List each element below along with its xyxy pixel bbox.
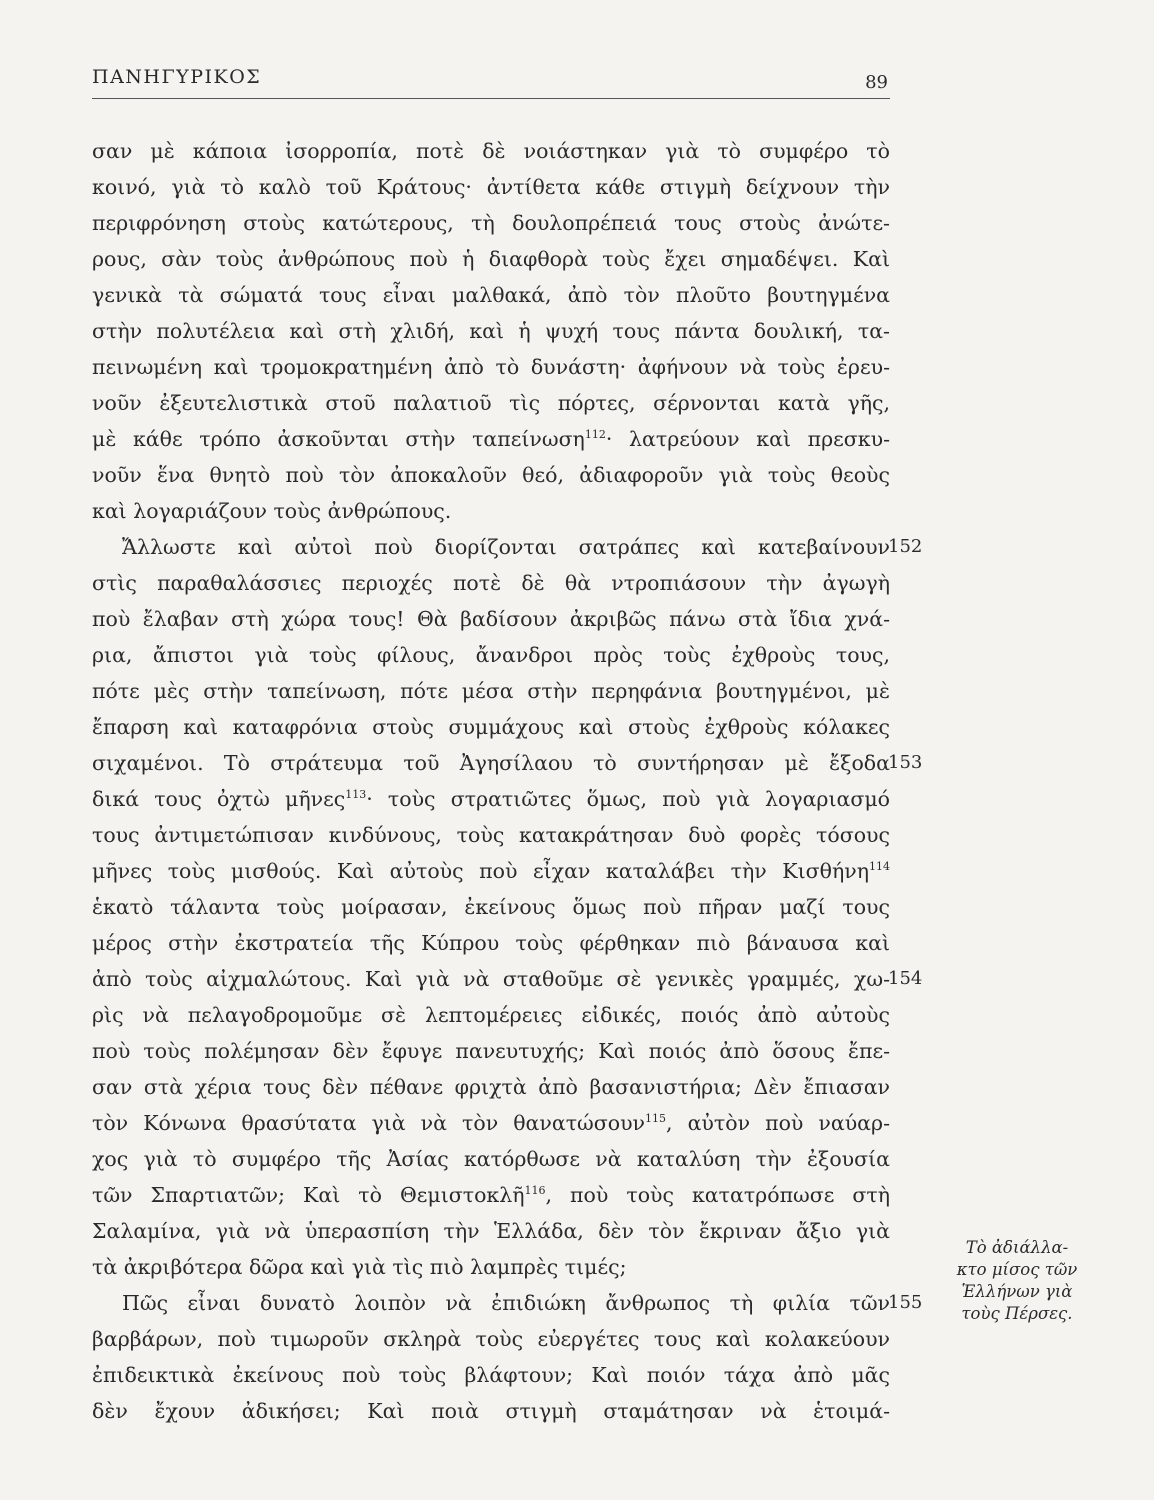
line-text: στὴν πολυτέλεια καὶ στὴ χλιδή, καὶ ἡ ψυχή τους πάντα δουλική, τα- xyxy=(92,319,890,343)
line-text: πεινωμένη καὶ τρομοκρατημένη ἀπὸ τὸ δυνάστη· ἀφήνουν νὰ τοὺς ἐρευ- xyxy=(92,355,890,379)
text-line xyxy=(92,1105,890,1141)
line-text: μῆνες τοὺς μισθούς. Καὶ αὐτοὺς ποὺ εἶχαν καταλάβει τὴν Κισθήνη xyxy=(92,859,869,883)
footnote-ref: 114 xyxy=(869,860,890,874)
text-line xyxy=(92,1285,890,1321)
text-line xyxy=(92,421,890,457)
text-line xyxy=(92,1321,890,1357)
line-text: μὲ κάθε τρόπο ἀσκοῦνται στὴν ταπείνωση xyxy=(92,427,585,451)
line-text: κοινό, γιὰ τὸ καλὸ τοῦ Κράτους· ἀντίθετα κάθε στιγμὴ δείχνουν τὴν xyxy=(92,175,890,199)
line-text: τῶν Σπαρτιατῶν; Καὶ τὸ Θεμιστοκλῆ xyxy=(92,1183,525,1207)
margin-note-line: Τὸ ἀδιάλλα- xyxy=(965,1238,1069,1257)
line-text: ποὺ ἔλαβαν στὴ χώρα τους! Θὰ βαδίσουν ἀκριβῶς πάνω στὰ ἴδια χνά- xyxy=(92,607,890,631)
text-line xyxy=(92,673,890,709)
page-number: 89 xyxy=(865,72,888,93)
page-header xyxy=(92,62,890,99)
line-text: δὲν ἔχουν ἀδικήσει; Καὶ ποιὰ στιγμὴ σταμάτησαν νὰ ἑτοιμά- xyxy=(92,1399,890,1423)
line-text-continuation: · λατρεύουν καὶ πρεσκυ- xyxy=(605,427,890,451)
section-number: 152 xyxy=(888,536,923,557)
text-line xyxy=(92,817,890,853)
text-line xyxy=(92,205,890,241)
line-text: ρους, σὰν τοὺς ἀνθρώπους ποὺ ἡ διαφθορὰ τοὺς ἔχει σημαδέψει. Καὶ xyxy=(92,247,890,271)
footnote-ref: 112 xyxy=(584,428,606,442)
text-line xyxy=(92,997,890,1033)
line-text: χος γιὰ τὸ συμφέρο τῆς Ἀσίας κατόρθωσε νὰ καταλύση τὴν ἐξουσία xyxy=(92,1147,890,1171)
text-line xyxy=(92,961,890,997)
line-text-continuation: , ποὺ τοὺς κατατρόπωσε στὴ xyxy=(545,1183,891,1207)
text-line xyxy=(92,745,890,781)
text-line xyxy=(92,1249,890,1285)
line-text: Σαλαμίνα, γιὰ νὰ ὑπερασπίση τὴν Ἑλλάδα, δὲν τὸν ἔκριναν ἄξιο γιὰ xyxy=(92,1219,890,1243)
line-text: βαρβάρων, ποὺ τιμωροῦν σκληρὰ τοὺς εὐεργέτες τους καὶ κολακεύουν xyxy=(92,1327,890,1351)
line-text: σαν μὲ κάποια ἰσορροπία, ποτὲ δὲ νοιάστηκαν γιὰ τὸ συμφέρο τὸ xyxy=(92,139,890,163)
line-text: τους ἀντιμετώπισαν κινδύνους, τοὺς κατακράτησαν δυὸ φορὲς τόσους xyxy=(92,823,890,847)
text-line xyxy=(92,385,890,421)
line-text: ποὺ τοὺς πολέμησαν δὲν ἔφυγε πανευτυχής; Καὶ ποιός ἀπὸ ὅσους ἔπε- xyxy=(92,1039,890,1063)
section-number: 153 xyxy=(888,752,923,773)
margin-note-line: Ἑλλήνων γιὰ xyxy=(961,1282,1073,1301)
text-line xyxy=(92,565,890,601)
line-text: νοῦν ἐξευτελιστικὰ στοῦ παλατιοῦ τὶς πόρτες, σέρνονται κατὰ γῆς, xyxy=(92,391,890,415)
line-text-continuation: , αὐτὸν ποὺ ναύαρ- xyxy=(666,1111,891,1135)
text-line xyxy=(92,169,890,205)
line-text: μέρος στὴν ἐκστρατεία τῆς Κύπρου τοὺς φέρθηκαν πιὸ βάναυσα καὶ xyxy=(92,931,890,955)
text-line xyxy=(92,889,890,925)
text-line xyxy=(92,601,890,637)
line-text: στὶς παραθαλάσσιες περιοχές ποτὲ δὲ θὰ ντροπιάσουν τὴν ἀγωγὴ xyxy=(92,571,890,595)
line-text: ρια, ἄπιστοι γιὰ τοὺς φίλους, ἄνανδροι πρὸς τοὺς ἐχθροὺς τους, xyxy=(92,643,890,667)
line-text: Πῶς εἶναι δυνατὸ λοιπὸν νὰ ἐπιδιώκη ἄνθρωπος τὴ φιλία τῶν xyxy=(122,1291,890,1315)
text-line xyxy=(92,1393,890,1429)
text-line xyxy=(92,133,890,169)
line-text: δικά τους ὀχτὼ μῆνες xyxy=(92,787,346,811)
text-line xyxy=(92,493,890,529)
text-line xyxy=(92,241,890,277)
text-line xyxy=(92,781,890,817)
text-line xyxy=(92,457,890,493)
text-line xyxy=(92,853,890,889)
section-number: 155 xyxy=(888,1292,923,1313)
line-text: ἐπιδεικτικὰ ἐκείνους ποὺ τοὺς βλάφτουν; Καὶ ποιόν τάχα ἀπὸ μᾶς xyxy=(92,1363,890,1387)
footnote-ref: 115 xyxy=(645,1112,667,1126)
line-text: νοῦν ἕνα θνητὸ ποὺ τὸν ἀποκαλοῦν θεό, ἀδιαφοροῦν γιὰ τοὺς θεοὺς xyxy=(92,463,890,487)
line-text: ἀπὸ τοὺς αἰχμαλώτους. Καὶ γιὰ νὰ σταθοῦμε σὲ γενικὲς γραμμές, χω- xyxy=(92,967,890,991)
margin-note xyxy=(942,1237,1092,1325)
line-text: ἔπαρση καὶ καταφρόνια στοὺς συμμάχους καὶ στοὺς ἐχθροὺς κόλακες xyxy=(92,715,890,739)
line-text: τὸν Κόνωνα θρασύτατα γιὰ νὰ τὸν θανατώσουν xyxy=(92,1111,646,1135)
text-line xyxy=(92,637,890,673)
line-text: ἑκατὸ τάλαντα τοὺς μοίρασαν, ἐκείνους ὅμως ποὺ πῆραν μαζί τους xyxy=(92,895,890,919)
text-line xyxy=(92,529,890,565)
text-line xyxy=(92,1141,890,1177)
text-line xyxy=(92,277,890,313)
line-text: σαν στὰ χέρια τους δὲν πέθανε φριχτὰ ἀπὸ βασανιστήρια; Δὲν ἔπιασαν xyxy=(92,1075,890,1099)
text-line xyxy=(92,313,890,349)
footnote-ref: 116 xyxy=(524,1184,546,1198)
line-text: τὰ ἀκριβότερα δῶρα καὶ γιὰ τὶς πιὸ λαμπρὲς τιμές; xyxy=(92,1255,627,1279)
line-text: γενικὰ τὰ σώματά τους εἶναι μαλθακά, ἀπὸ τὸν πλοῦτο βουτηγμένα xyxy=(92,283,890,307)
line-text: ρὶς νὰ πελαγοδρομοῦμε σὲ λεπτομέρειες εἰδικές, ποιός ἀπὸ αὐτοὺς xyxy=(92,1003,890,1027)
text-line xyxy=(92,925,890,961)
text-line xyxy=(92,709,890,745)
running-title: ΠΑΝΗΓΥΡΙΚΟΣ xyxy=(92,66,262,88)
line-text: πότε μὲς στὴν ταπείνωση, πότε μέσα στὴν περηφάνια βουτηγμένοι, μὲ xyxy=(92,679,890,703)
footnote-ref: 113 xyxy=(345,788,367,802)
line-text: περιφρόνηση στοὺς κατώτερους, τὴ δουλοπρέπειά τους στοὺς ἀνώτε- xyxy=(92,211,890,235)
line-text: καὶ λογαριάζουν τοὺς ἀνθρώπους. xyxy=(92,499,452,523)
margin-note-line: τοὺς Πέρσες. xyxy=(961,1304,1073,1323)
line-text: Ἄλλωστε καὶ αὐτοὶ ποὺ διορίζονται σατράπες καὶ κατεβαίνουν xyxy=(122,535,890,559)
text-line xyxy=(92,349,890,385)
text-line xyxy=(92,1357,890,1393)
text-line xyxy=(92,1213,890,1249)
section-number: 154 xyxy=(888,968,923,989)
text-line xyxy=(92,1033,890,1069)
body-text xyxy=(92,133,890,1429)
text-line xyxy=(92,1177,890,1213)
line-text: σιχαμένοι. Τὸ στράτευμα τοῦ Ἀγησίλαου τὸ συντήρησαν μὲ ἔξοδα xyxy=(92,751,890,775)
margin-note-line: κτο μίσος τῶν xyxy=(956,1260,1078,1279)
line-text-continuation: · τοὺς στρατιῶτες ὅμως, ποὺ γιὰ λογαριασμό xyxy=(366,787,891,811)
text-line xyxy=(92,1069,890,1105)
